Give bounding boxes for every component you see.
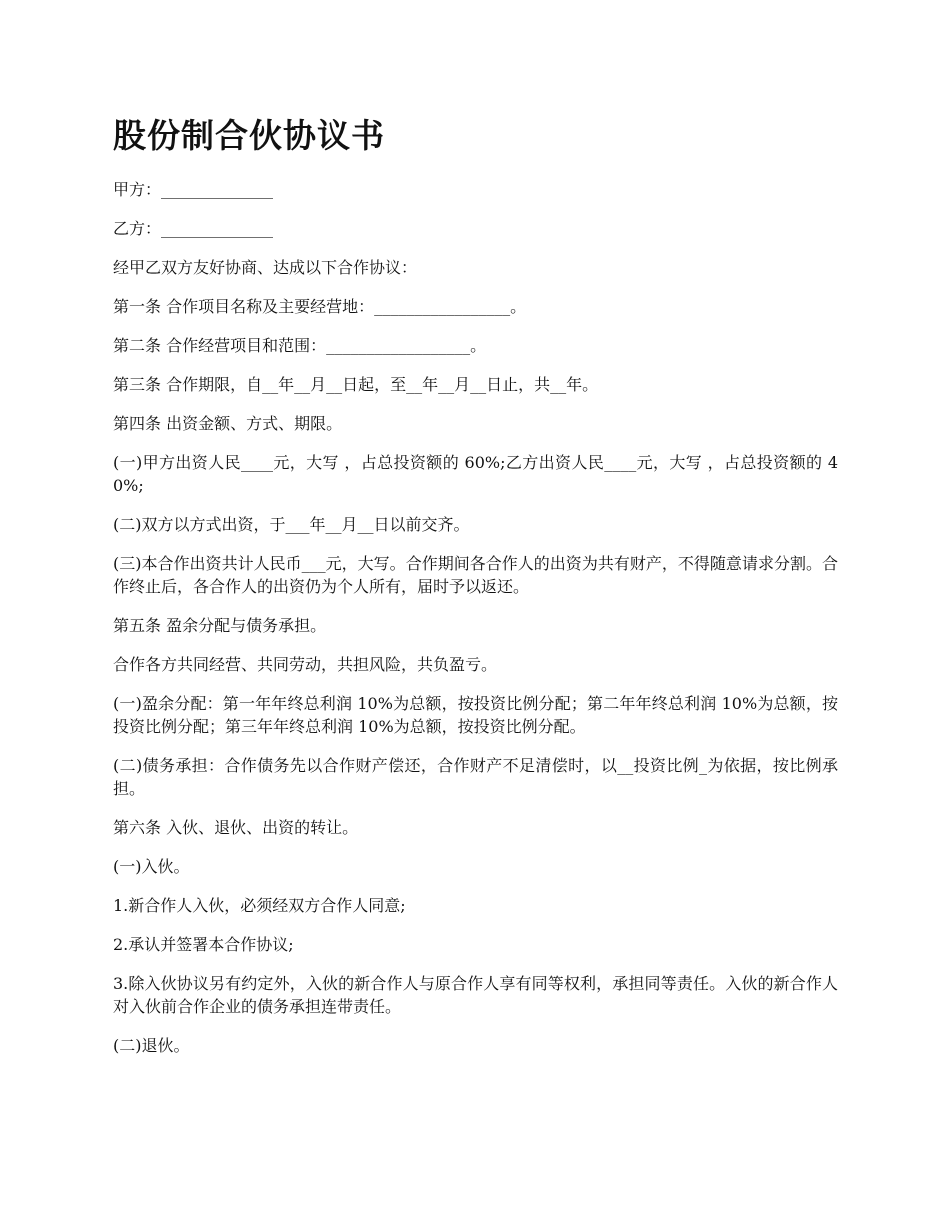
party-b-line: 乙方：______________ [113, 219, 274, 238]
article-4-clause-2: (二)双方以方式出资，于___年__月__日以前交齐。 [113, 515, 470, 534]
article-6-section-1: (一)入伙。 [113, 857, 190, 876]
document-page [113, 110, 838, 1073]
article-6-section-2: (二)退伙。 [113, 1036, 190, 1055]
article-6-heading: 第六条 入伙、退伙、出资的转让。 [113, 818, 359, 837]
article-6-item-1: 1.新合作人入伙，必须经双方合作人同意; [113, 896, 406, 915]
article-4-clause-3: (三)本合作出资共计人民币___元，大写。合作期间各合作人的出资为共有财产，不得随意请求分割。合作终止后，各合作人的出资仍为个人所有，届时予以返还。 [113, 554, 838, 596]
article-5-clause-2: (二)债务承担：合作债务先以合作财产偿还，合作财产不足清偿时，以__投资比例_为依据，按比例承担。 [113, 756, 838, 798]
article-1: 第一条 合作项目名称及主要经营地：_________________。 [113, 297, 527, 316]
article-4-clause-1: (一)甲方出资人民____元，大写 ，占总投资额的 60%;乙方出资人民____元，大写 ，占总投资额的 40%; [113, 453, 838, 495]
article-5-clause-1: (一)盈余分配：第一年年终总利润 10%为总额，按投资比例分配；第二年年终总利润 10%为总额，按投资比例分配；第三年年终总利润 10%为总额，按投资比例分配。 [113, 694, 838, 736]
party-a-line: 甲方：______________ [113, 180, 274, 199]
article-6-item-3: 3.除入伙协议另有约定外，入伙的新合作人与原合作人享有同等权利，承担同等责任。入伙的新合作人对入伙前合作企业的债务承担连带责任。 [113, 974, 838, 1016]
article-2: 第二条 合作经营项目和范围：__________________。 [113, 336, 487, 355]
article-3: 第三条 合作期限，自__年__月__日起，至__年__月__日止，共__年。 [113, 375, 599, 394]
article-5-heading: 第五条 盈余分配与债务承担。 [113, 616, 327, 635]
article-6-item-2: 2.承认并签署本合作协议; [113, 935, 294, 954]
article-4-heading: 第四条 出资金额、方式、期限。 [113, 414, 343, 433]
preamble: 经甲乙双方友好协商、达成以下合作协议： [113, 258, 418, 277]
article-5-intro: 合作各方共同经营、共同劳动，共担风险，共负盈亏。 [113, 655, 498, 674]
document-title: 股份制合伙协议书 [113, 116, 385, 155]
